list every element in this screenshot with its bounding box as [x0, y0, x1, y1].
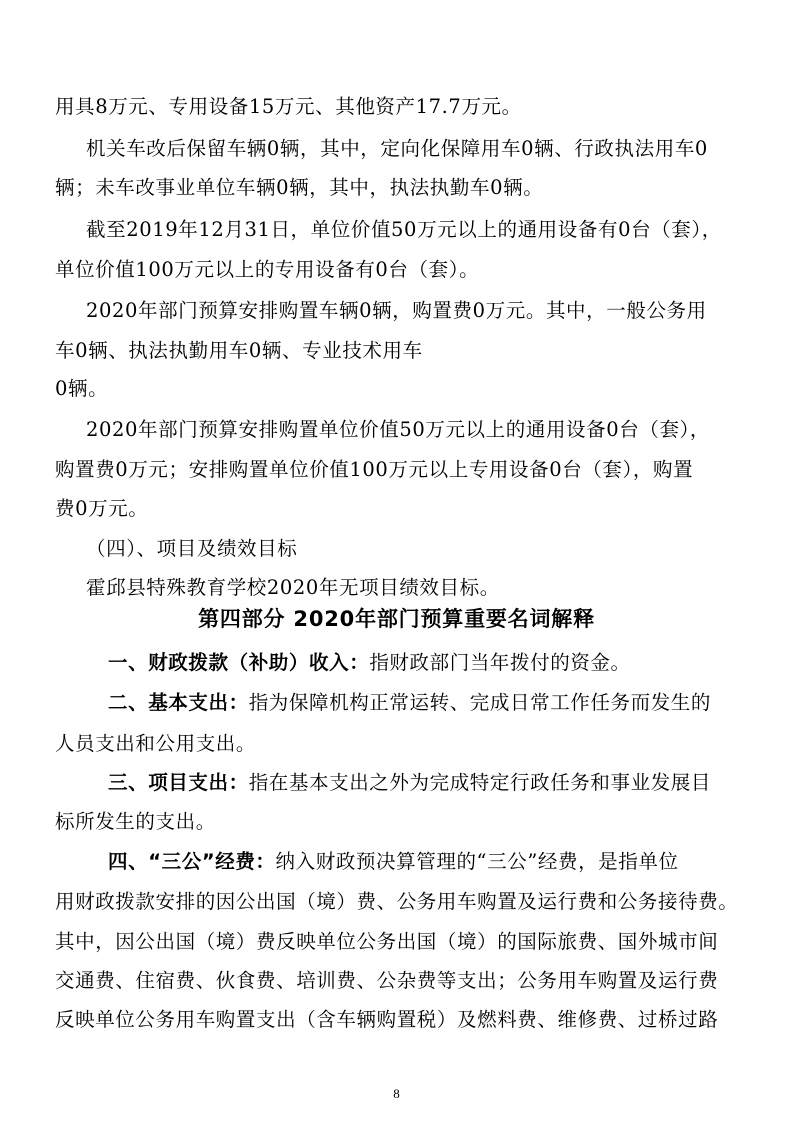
- page-number: 8: [393, 1086, 400, 1101]
- term-label: 一、财政拨款（补助）收入：: [108, 651, 370, 674]
- paragraph-line: 2020年部门预算安排购置单位价值50万元以上的通用设备0台（套），: [86, 418, 710, 441]
- paragraph-line: 2020年部门预算安排购置车辆0辆，购置费0万元。其中，一般公务用: [86, 299, 707, 322]
- paragraph-line: 标所发生的支出。: [55, 810, 216, 833]
- paragraph-line: 霍邱县特殊教育学校2020年无项目绩效目标。: [86, 576, 500, 599]
- paragraph-line: 0辆。: [55, 377, 109, 400]
- term-definition: 指为保障机构正常运转、完成日常工作任务而发生的: [248, 691, 712, 714]
- subsection-title: （四）、项目及绩效目标: [86, 537, 298, 560]
- paragraph-line: 反映单位公务用车购置支出（含车辆购置税）及燃料费、维修费、过桥过路: [55, 1008, 719, 1031]
- paragraph-line: 机关车改后保留车辆0辆，其中，定向化保障用车0辆、行政执法用车0: [86, 137, 708, 160]
- term-definition: 指财政部门当年拨付的资金。: [369, 651, 631, 674]
- term-line: [108, 848, 679, 876]
- paragraph-line: 单位价值100万元以上的专用设备有0台（套）。: [55, 258, 480, 281]
- term-label: 三、项目支出：: [108, 771, 249, 794]
- paragraph-line: 车0辆、执法执勤用车0辆、专业技术用车: [55, 339, 423, 362]
- paragraph-line: 费0万元。: [55, 497, 149, 520]
- term-definition: 指在基本支出之外为完成特定行政任务和事业发展目: [248, 771, 712, 794]
- term-definition: 纳入财政预决算管理的“三公”经费，是指单位: [275, 850, 679, 873]
- paragraph-line: 用具8万元、专用设备15万元、其他资产17.7万元。: [55, 95, 522, 118]
- term-label: 二、基本支出：: [108, 691, 249, 714]
- paragraph-line: 辆；未车改事业单位车辆0辆，其中，执法执勤车0辆。: [55, 176, 544, 199]
- section-heading: 第四部分 2020年部门预算重要名词解释: [198, 607, 595, 631]
- term-label: 四、“三公”经费：: [108, 850, 276, 873]
- paragraph-line: 人员支出和公用支出。: [55, 732, 257, 755]
- term-line: [108, 769, 711, 797]
- term-line: [108, 689, 711, 717]
- paragraph-line: 其中，因公出国（境）费反映单位公务出国（境）的国际旅费、国外城市间: [55, 930, 719, 953]
- paragraph-line: 用财政拨款安排的因公出国（境）费、公务用车购置及运行费和公务接待费。: [55, 890, 739, 913]
- paragraph-line: 截至2019年12月31日，单位价值50万元以上的通用设备有0台（套），: [86, 218, 722, 241]
- paragraph-line: 购置费0万元；安排购置单位价值100万元以上专用设备0台（套），购置: [55, 458, 694, 481]
- term-line: [108, 649, 631, 677]
- paragraph-line: 交通费、住宿费、伙食费、培训费、公杂费等支出；公务用车购置及运行费: [55, 969, 719, 992]
